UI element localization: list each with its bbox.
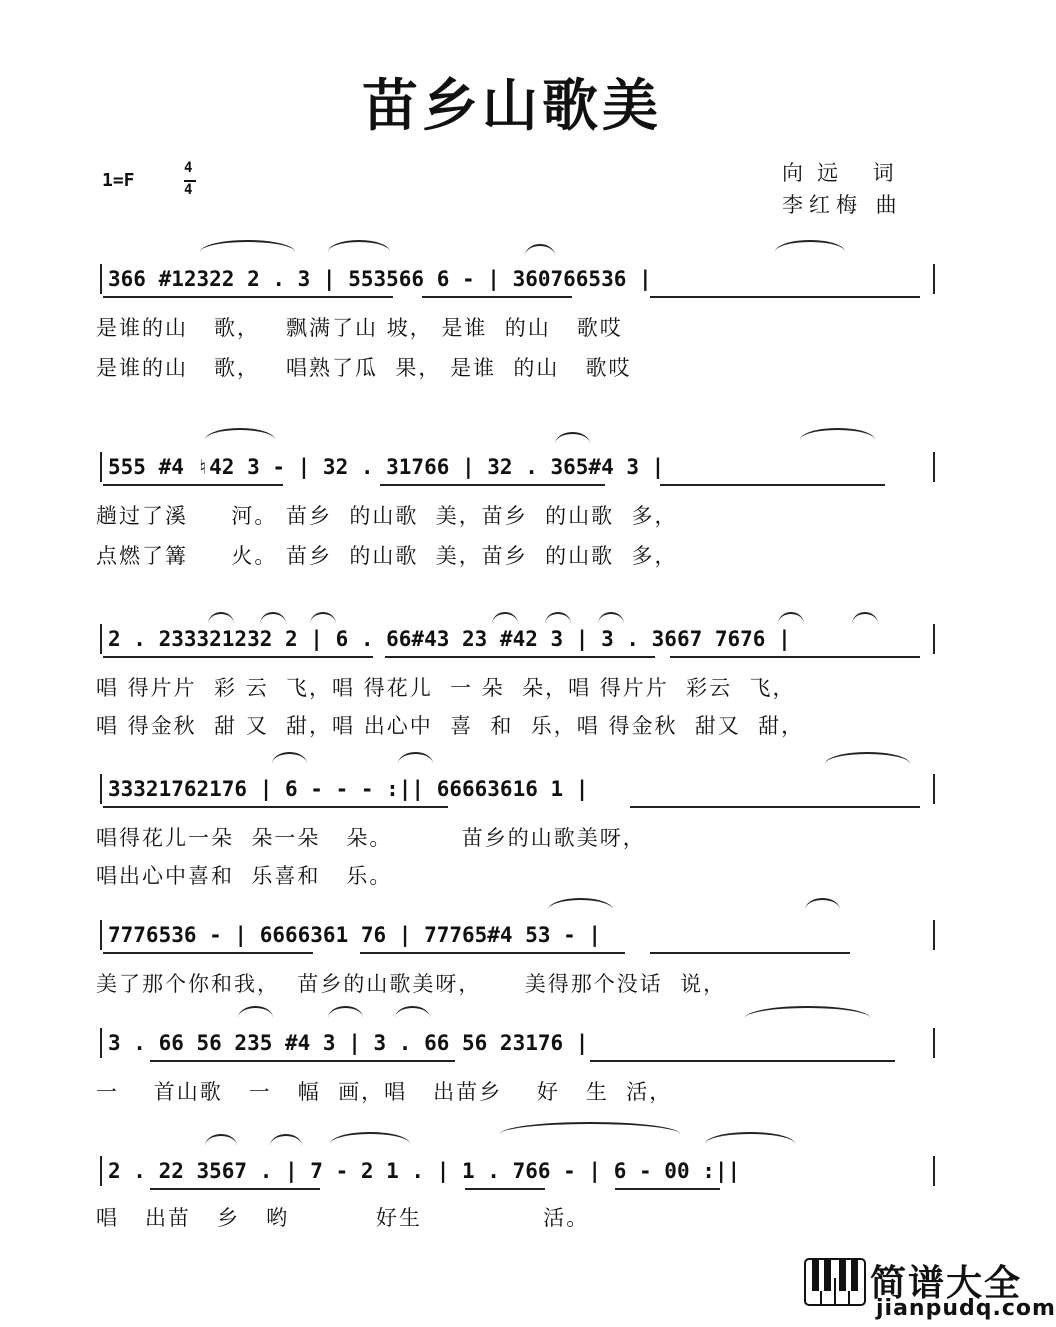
slur-mark — [548, 898, 613, 910]
slur-mark — [330, 1132, 410, 1144]
lyric-line-4b: 唱出心中喜和 乐喜和 乐。 — [96, 864, 393, 888]
beam-line — [422, 296, 572, 298]
slur-mark — [208, 612, 234, 624]
slur-mark — [272, 752, 307, 764]
slur-mark — [525, 244, 555, 256]
beam-line — [630, 806, 920, 808]
slur-mark — [260, 612, 286, 624]
notation-line-4: 33321762176 | 6 - - - :|| 66663616 1 | — [100, 774, 935, 804]
slur-mark — [805, 898, 840, 910]
composer-credit: 李红梅 曲 — [782, 193, 903, 217]
notation-line-6: 3 . 66 56 235 #4 3 | 3 . 66 56 23176 | — [100, 1028, 935, 1058]
slur-mark — [238, 1006, 273, 1018]
beam-line — [650, 952, 850, 954]
slur-mark — [395, 1006, 430, 1018]
beam-line — [615, 1188, 720, 1190]
beam-line — [660, 484, 885, 486]
key-signature: 1=F — [102, 170, 135, 191]
site-logo-text: 简谱大全 — [870, 1263, 1023, 1304]
beam-line — [103, 656, 373, 658]
lyric-line-3a: 唱 得片片 彩 云 飞，唱 得花儿 一 朵 朵，唱 得片片 彩云 飞， — [96, 676, 796, 700]
lyric-line-7: 唱 出苗 乡 哟 好生 活。 — [96, 1206, 590, 1230]
beam-line — [103, 952, 313, 954]
beam-line — [650, 296, 920, 298]
slur-mark — [852, 612, 878, 624]
beam-line — [150, 1188, 320, 1190]
notation-line-5: 7776536 - | 6666361 76 | 77765#4 53 - | — [100, 920, 935, 950]
lyric-line-2b: 点燃了篝 火。 苗乡 的山歌 美，苗乡 的山歌 多， — [96, 544, 678, 568]
lyric-line-5: 美了那个你和我， 苗乡的山歌美呀， 美得那个没话 说， — [96, 972, 727, 996]
lyric-line-2a: 趟过了溪 河。 苗乡 的山歌 美，苗乡 的山歌 多， — [96, 504, 678, 528]
lyric-line-1a: 是谁的山 歌， 飘满了山 坡， 是谁 的山 歌哎 — [96, 316, 623, 340]
slur-mark — [800, 428, 875, 440]
time-signature-bottom: 4 — [184, 182, 193, 198]
slur-mark — [492, 612, 518, 624]
beam-line — [150, 1060, 455, 1062]
beam-line — [380, 484, 605, 486]
slur-mark — [398, 752, 433, 764]
notation-line-2: 555 #4 ♮42 3 - | 32 . 31766 | 32 . 365#4 3 | — [100, 452, 935, 482]
slur-mark — [778, 612, 804, 624]
time-signature-top: 4 — [184, 160, 193, 176]
slur-mark — [205, 428, 275, 440]
beam-line — [360, 952, 625, 954]
notation-line-7: 2 . 22 3567 . | 7 - 2 1 . | 1 . 766 - | 6 - 00 :|| — [100, 1156, 935, 1186]
slur-mark — [328, 1006, 363, 1018]
beam-line — [670, 656, 920, 658]
slur-mark — [545, 612, 571, 624]
slur-mark — [825, 752, 910, 764]
slur-mark — [555, 432, 590, 444]
slur-mark — [205, 1134, 237, 1146]
lyric-line-4a: 唱得花儿一朵 朵一朵 朵。 苗乡的山歌美呀， — [96, 826, 646, 850]
slur-mark — [705, 1132, 795, 1144]
page-title: 苗乡山歌美 — [362, 74, 662, 139]
beam-line — [590, 1060, 895, 1062]
slur-mark — [310, 612, 336, 624]
slur-mark — [328, 240, 390, 252]
site-url: jianpudq.com — [876, 1296, 1056, 1321]
slur-mark — [745, 1006, 870, 1018]
lyric-line-3b: 唱 得金秋 甜 又 甜，唱 出心中 喜 和 乐，唱 得金秋 甜又 甜， — [96, 714, 805, 738]
slur-mark — [775, 240, 845, 252]
lyricist-credit: 向远 词 — [782, 161, 908, 185]
beam-line — [465, 1188, 545, 1190]
slur-mark — [270, 1134, 302, 1146]
beam-line — [103, 806, 448, 808]
slur-mark — [598, 612, 624, 624]
lyric-line-1b: 是谁的山 歌， 唱熟了瓜 果， 是谁 的山 歌哎 — [96, 356, 632, 380]
lyric-line-6: 一 首山歌 一 幅 画，唱 出苗乡 好 生 活， — [96, 1080, 673, 1104]
slur-mark — [500, 1122, 680, 1134]
notation-line-3: 2 . 233321232 2 | 6 . 66#43 23 #42 3 | 3 . 3667 7676 | — [100, 624, 935, 654]
slur-mark — [200, 240, 295, 252]
beam-line — [103, 296, 393, 298]
beam-line — [385, 656, 655, 658]
notation-line-1: 366 #12322 2 . 3 | 553566 6 - | 360766536 | — [100, 264, 935, 294]
beam-line — [103, 484, 283, 486]
piano-keys-icon — [804, 1258, 866, 1306]
